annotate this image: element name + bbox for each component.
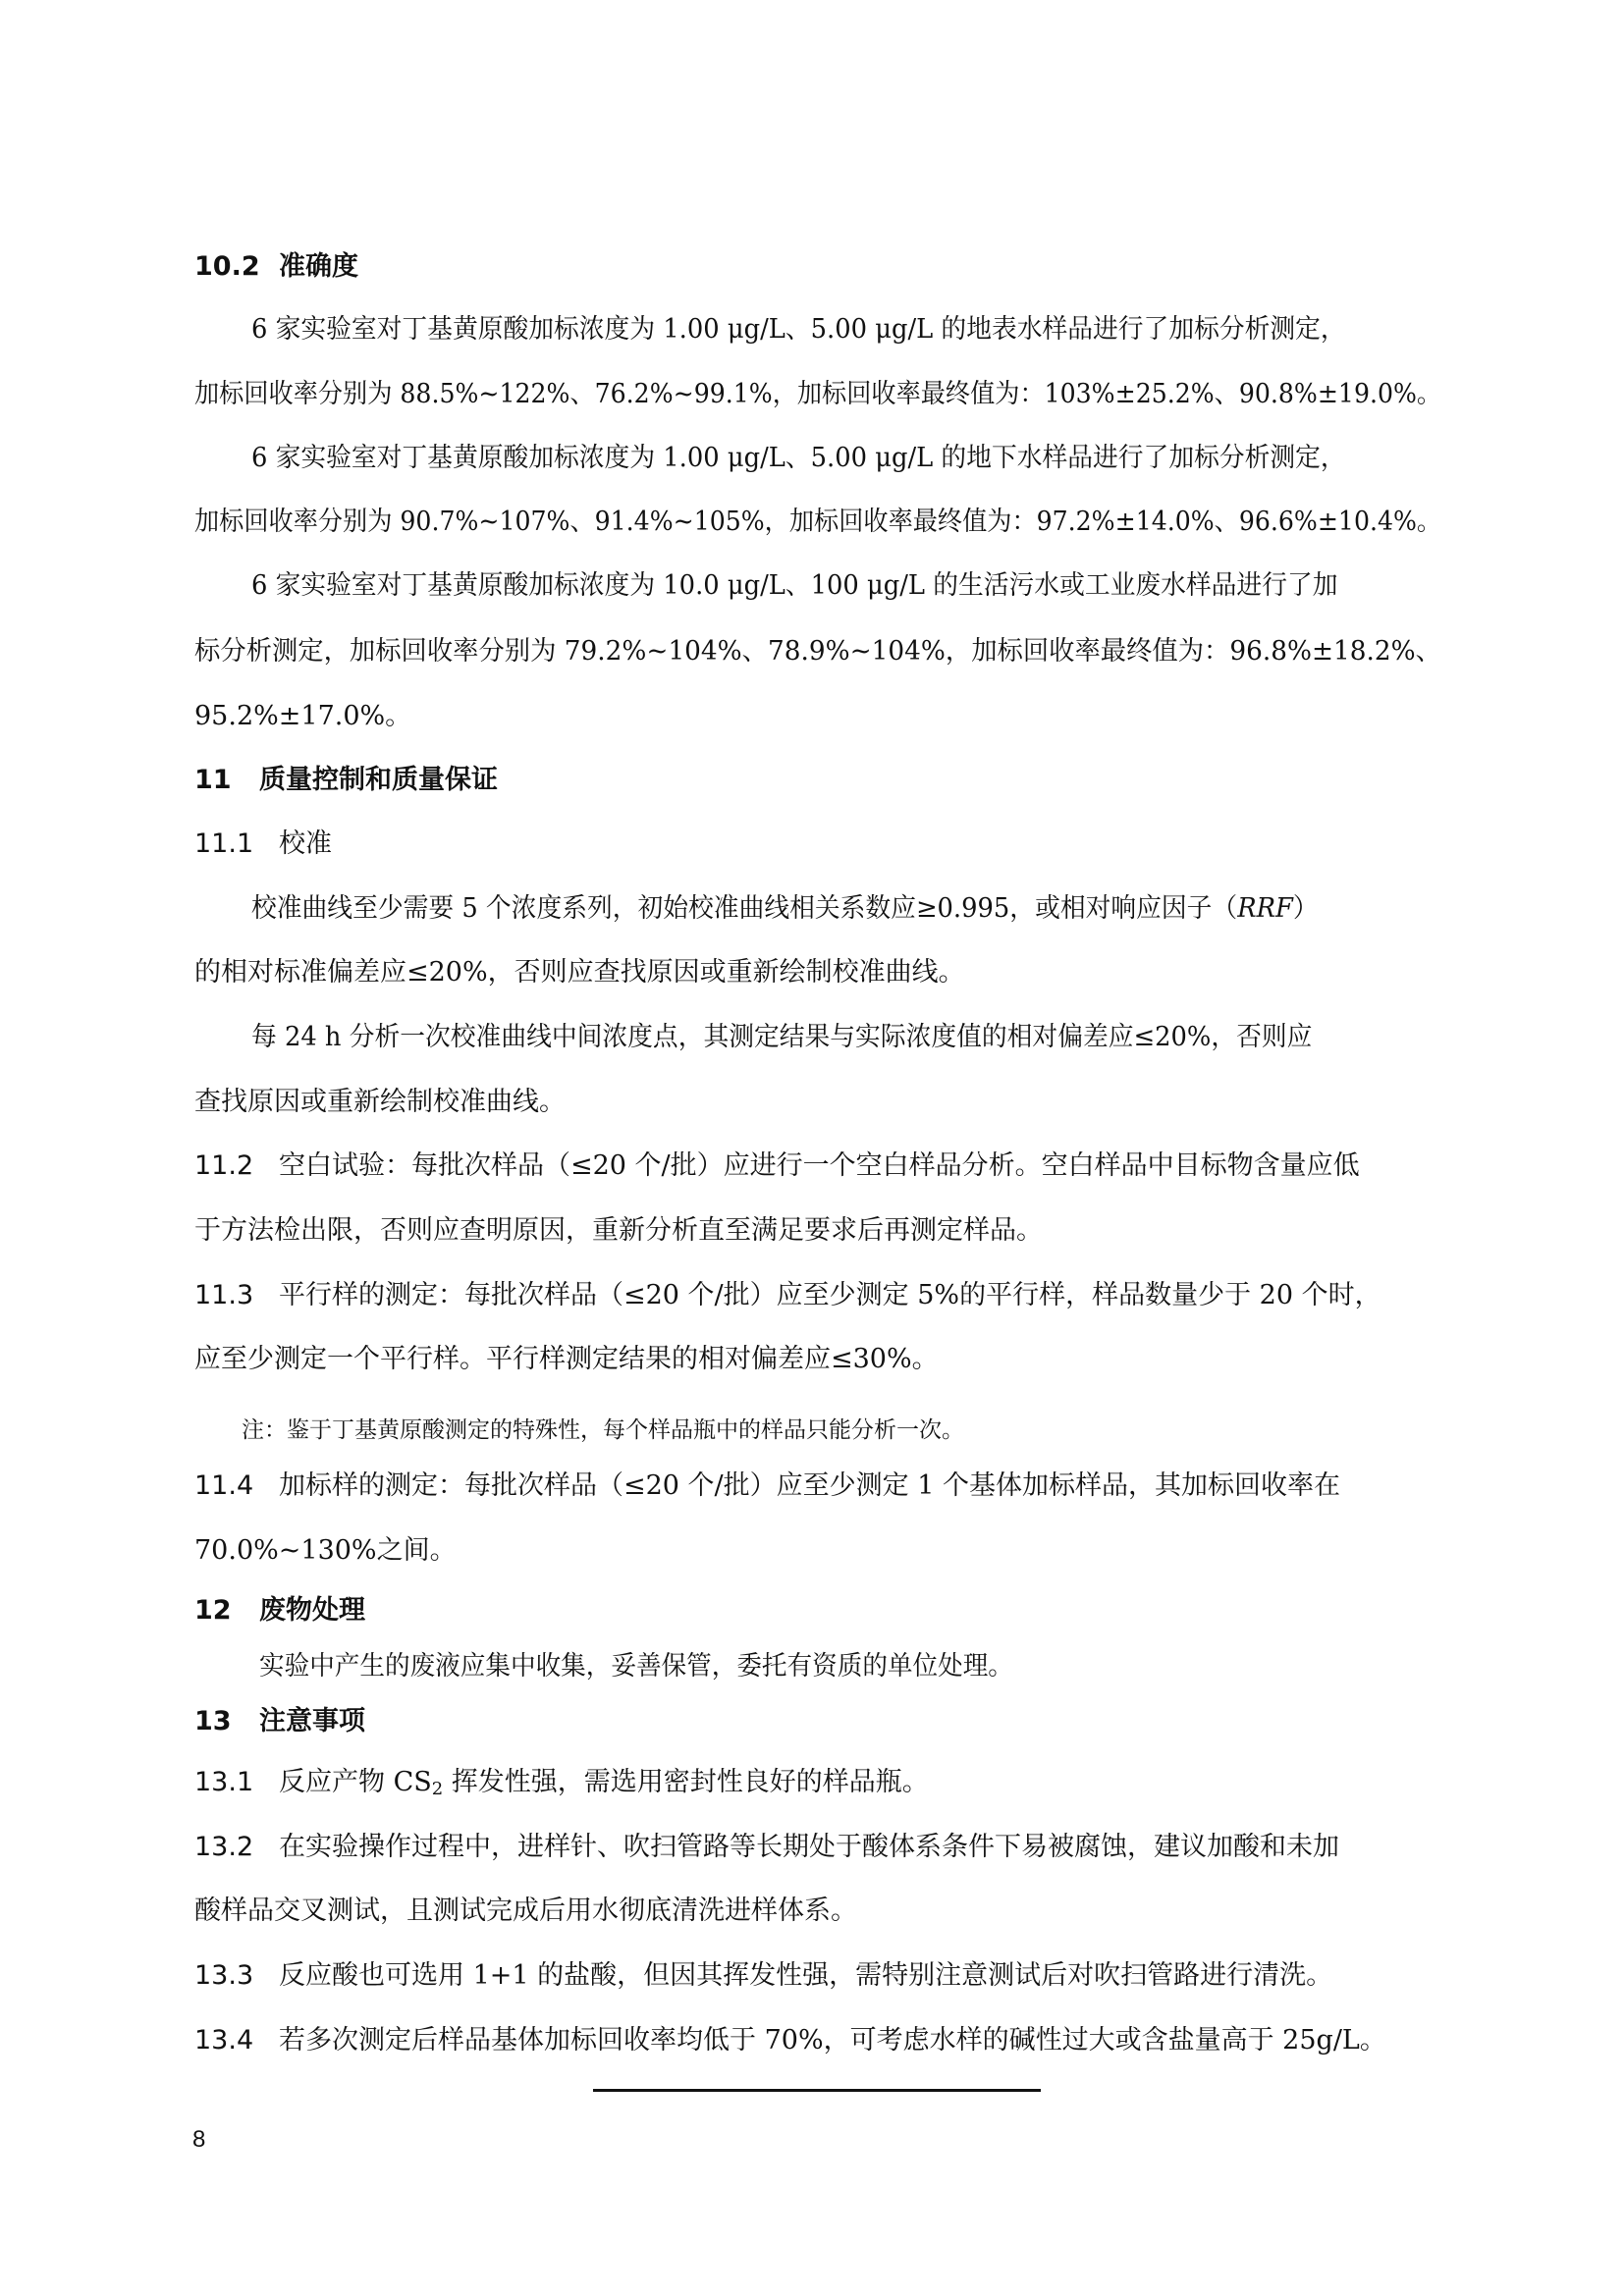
section-number: 11.2 <box>194 1150 254 1181</box>
paragraph-line: 加标回收率分别为 88.5%~122%、76.2%~99.1%，加标回收率最终值为：103%±25.2%、90.8%±19.0%。 <box>194 379 1442 409</box>
subscript: 2 <box>431 1779 444 1799</box>
paragraph-text: 平行样的测定：每批次样品（≤20 个/批）应至少测定 5%的平行样，样品数量少于 20 个时， <box>279 1280 1381 1310</box>
paragraph-text: 加标样的测定：每批次样品（≤20 个/批）应至少测定 1 个基体加标样品，其加标回收率在 <box>279 1470 1341 1501</box>
text-span: 反应产物 CS <box>279 1767 432 1797</box>
section-11-4 <box>194 1472 1441 1499</box>
section-13-1 <box>194 1769 1441 1798</box>
section-12-heading <box>194 1597 1441 1624</box>
section-number: 11 <box>194 765 232 795</box>
section-11-2 <box>194 1152 1441 1179</box>
paragraph-line: 于方法检出限，否则应查明原因，重新分析直至满足要求后再测定样品。 <box>194 1215 1043 1246</box>
paragraph-line: 的相对标准偏差应≤20%，否则应查找原因或重新绘制校准曲线。 <box>194 957 965 988</box>
section-title: 校准 <box>279 828 332 859</box>
paragraph-line: 加标回收率分别为 90.7%~107%、91.4%~105%，加标回收率最终值为：97.2%±14.0%、96.6%±10.4%。 <box>194 507 1442 537</box>
text-span: 校准曲线至少需要 5 个浓度系列，初始校准曲线相关系数应≥0.995，或相对响应因子（ <box>251 893 1238 924</box>
paragraph-line: 实验中产生的废液应集中收集，妥善保管，委托有资质的单位处理。 <box>259 1651 1013 1682</box>
section-number: 13.2 <box>194 1832 254 1862</box>
section-number: 10.2 <box>194 251 260 282</box>
paragraph-line: 6 家实验室对丁基黄原酸加标浓度为 1.00 μg/L、5.00 μg/L 的地表水样品进行了加标分析测定， <box>251 314 1346 345</box>
section-title: 注意事项 <box>259 1706 365 1736</box>
paragraph-line: 标分析测定，加标回收率分别为 79.2%~104%、78.9%~104%，加标回收率最终值为：96.8%±18.2%、 <box>194 636 1441 667</box>
page-number: 8 <box>192 2126 206 2153</box>
section-10-2-heading <box>194 253 1441 280</box>
section-11-heading <box>194 767 1441 793</box>
end-rule <box>593 2089 1041 2092</box>
section-13-4 <box>194 2027 1441 2054</box>
section-11-1-heading <box>194 830 1441 857</box>
section-number: 13.4 <box>194 2025 254 2056</box>
rrf-abbreviation: RRF <box>1237 893 1293 924</box>
paragraph-text: 在实验操作过程中，进样针、吹扫管路等长期处于酸体系条件下易被腐蚀，建议加酸和未加 <box>279 1832 1339 1862</box>
paragraph-line: 酸样品交叉测试，且测试完成后用水彻底清洗进样体系。 <box>194 1896 857 1926</box>
section-title: 废物处理 <box>259 1595 365 1626</box>
section-number: 11.3 <box>194 1280 254 1310</box>
section-number: 13.1 <box>194 1767 254 1797</box>
section-number: 13 <box>194 1706 232 1736</box>
paragraph-text: 反应酸也可选用 1+1 的盐酸，但因其挥发性强，需特别注意测试后对吹扫管路进行清洗。 <box>279 1960 1333 1991</box>
section-13-3 <box>194 1962 1441 1989</box>
paragraph-line: 6 家实验室对丁基黄原酸加标浓度为 10.0 μg/L、100 μg/L 的生活污水或工业废水样品进行了加 <box>251 570 1338 601</box>
paragraph-line: 应至少测定一个平行样。平行样测定结果的相对偏差应≤30%。 <box>194 1344 939 1374</box>
text-span: 挥发性强，需选用密封性良好的样品瓶。 <box>443 1767 929 1797</box>
paragraph-text: 若多次测定后样品基体加标回收率均低于 70%，可考虑水样的碱性过大或含盐量高于 25g/L。 <box>279 2025 1386 2056</box>
section-13-2 <box>194 1834 1441 1860</box>
paragraph-line: 70.0%~130%之间。 <box>194 1535 457 1566</box>
section-title: 质量控制和质量保证 <box>259 765 498 795</box>
section-title: 准确度 <box>279 251 358 282</box>
note-text: 注：鉴于丁基黄原酸测定的特殊性，每个样品瓶中的样品只能分析一次。 <box>242 1417 964 1443</box>
section-number: 11.4 <box>194 1470 254 1501</box>
section-11-3 <box>194 1282 1441 1308</box>
paragraph-text: 空白试验：每批次样品（≤20 个/批）应进行一个空白样品分析。空白样品中目标物含量应低 <box>279 1150 1360 1181</box>
paragraph-line: 查找原因或重新绘制校准曲线。 <box>194 1087 566 1117</box>
section-number: 13.3 <box>194 1960 254 1991</box>
section-number: 11.1 <box>194 828 254 859</box>
paragraph-line <box>251 895 1441 922</box>
paragraph-line: 每 24 h 分析一次校准曲线中间浓度点，其测定结果与实际浓度值的相对偏差应≤20%，否则应 <box>251 1022 1313 1052</box>
paragraph-line: 6 家实验室对丁基黄原酸加标浓度为 1.00 μg/L、5.00 μg/L 的地下水样品进行了加标分析测定， <box>251 443 1346 473</box>
section-number: 12 <box>194 1595 232 1626</box>
text-span: ） <box>1292 893 1319 924</box>
paragraph-line: 95.2%±17.0%。 <box>194 701 412 731</box>
section-13-heading <box>194 1708 1441 1735</box>
